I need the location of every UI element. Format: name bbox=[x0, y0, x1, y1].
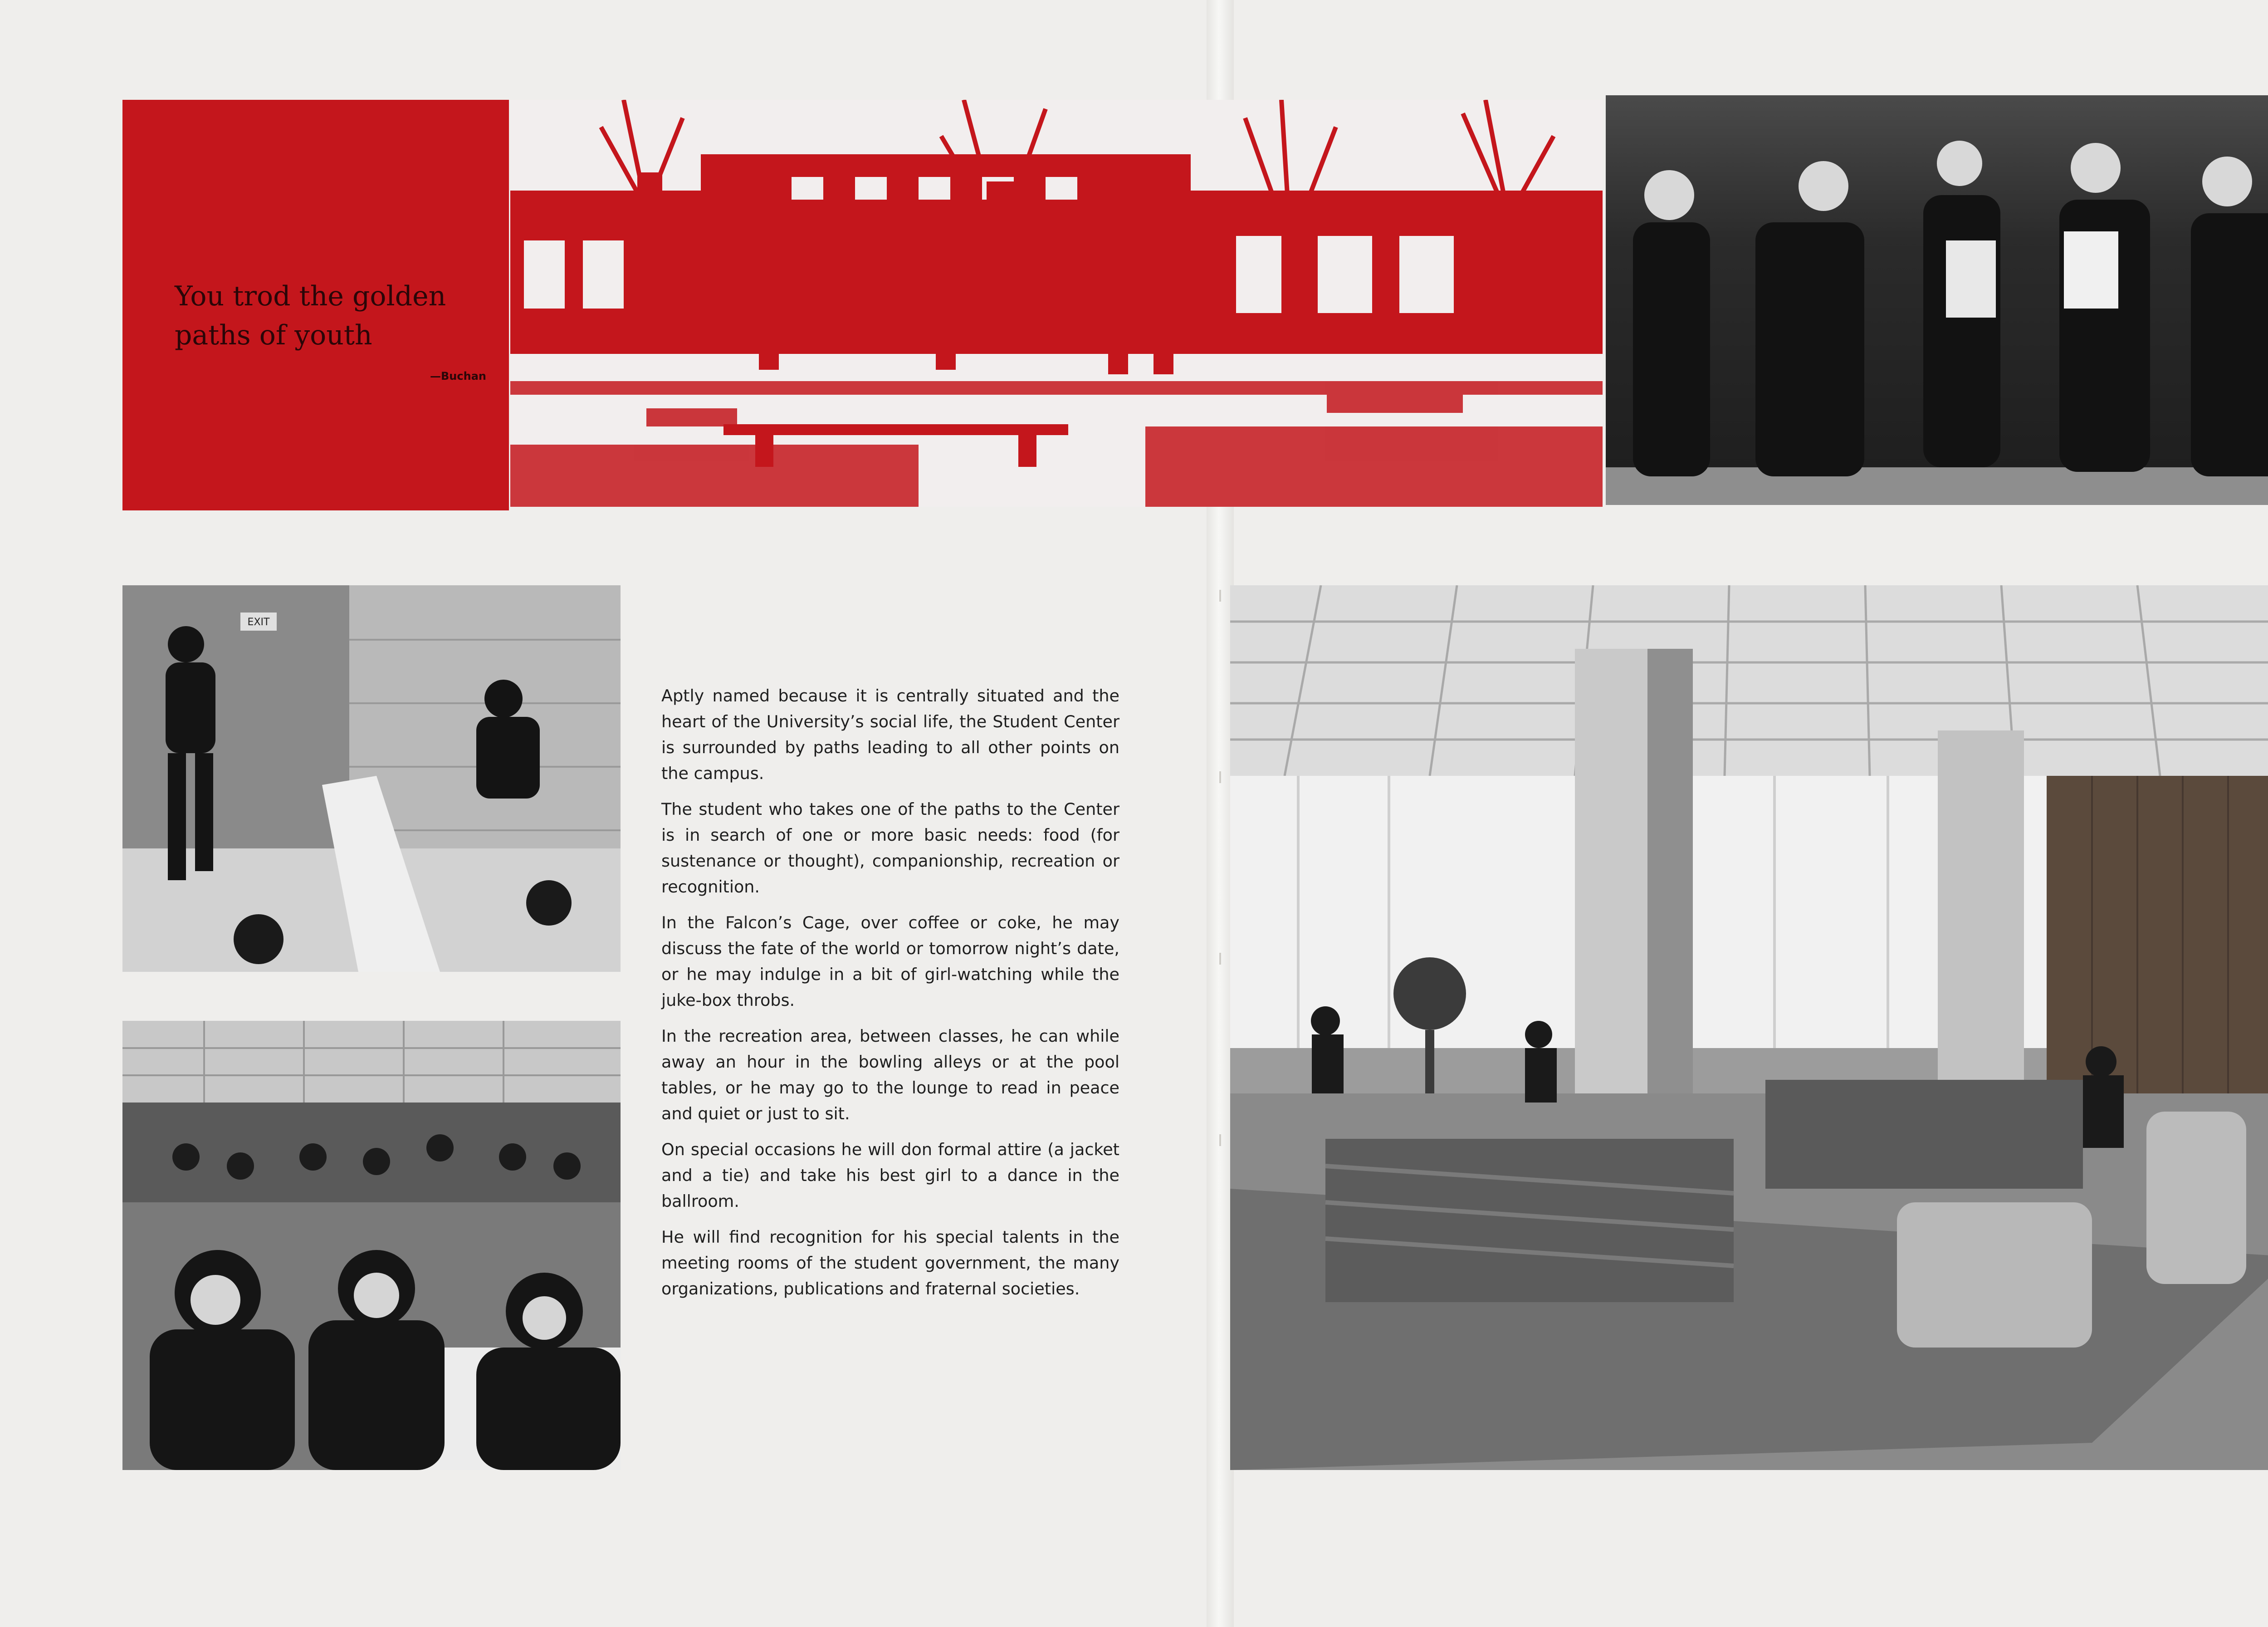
quote-text: You trod the golden paths of youth bbox=[175, 280, 446, 351]
quote-box bbox=[122, 100, 509, 510]
article-body bbox=[661, 683, 1119, 1312]
student-lounge-photo bbox=[1230, 585, 2268, 1470]
binding-stitch bbox=[1219, 590, 1221, 602]
article-paragraph: In the recreation area, between classes, he can while away an hour in the bowling alleys or at the pool tables, or he may go to the lounge to read in peace and quiet or just to sit. bbox=[661, 1026, 1119, 1123]
binding-stitch bbox=[1219, 771, 1221, 783]
binding-stitch bbox=[1219, 953, 1221, 965]
quote-attribution: —Buchan bbox=[430, 370, 486, 382]
ballroom-dance-photo bbox=[1606, 95, 2268, 505]
article-paragraph: He will find recognition for his special talents in the meeting rooms of the student government, the many organizations, publications and fraternal societies. bbox=[661, 1227, 1119, 1299]
article-paragraph: In the Falcon’s Cage, over coffee or coke, he may discuss the fate of the world or tomorrow night’s date, or he may indulge in a bit of girl-watching while the juke-box throbs. bbox=[661, 913, 1119, 1010]
falcons-cage-cafeteria-photo bbox=[122, 1021, 621, 1470]
article-paragraph: On special occasions he will don formal attire (a jacket and a tie) and take his best girl to a dance in the ballroom. bbox=[661, 1140, 1119, 1211]
article-paragraph: Aptly named because it is centrally situated and the heart of the University’s social life, the Student Center is surrounded by paths leading to all other points on the campus. bbox=[661, 686, 1119, 783]
student-center-exterior-photo bbox=[510, 100, 1603, 507]
article-paragraph: The student who takes one of the paths to the Center is in search of one or more basic needs: food (for sustenance or thought), companionship, recreation or recognition. bbox=[661, 799, 1119, 897]
binding-stitch bbox=[1219, 1134, 1221, 1146]
bowling-alley-photo bbox=[122, 585, 621, 972]
exit-sign: EXIT bbox=[247, 617, 270, 628]
